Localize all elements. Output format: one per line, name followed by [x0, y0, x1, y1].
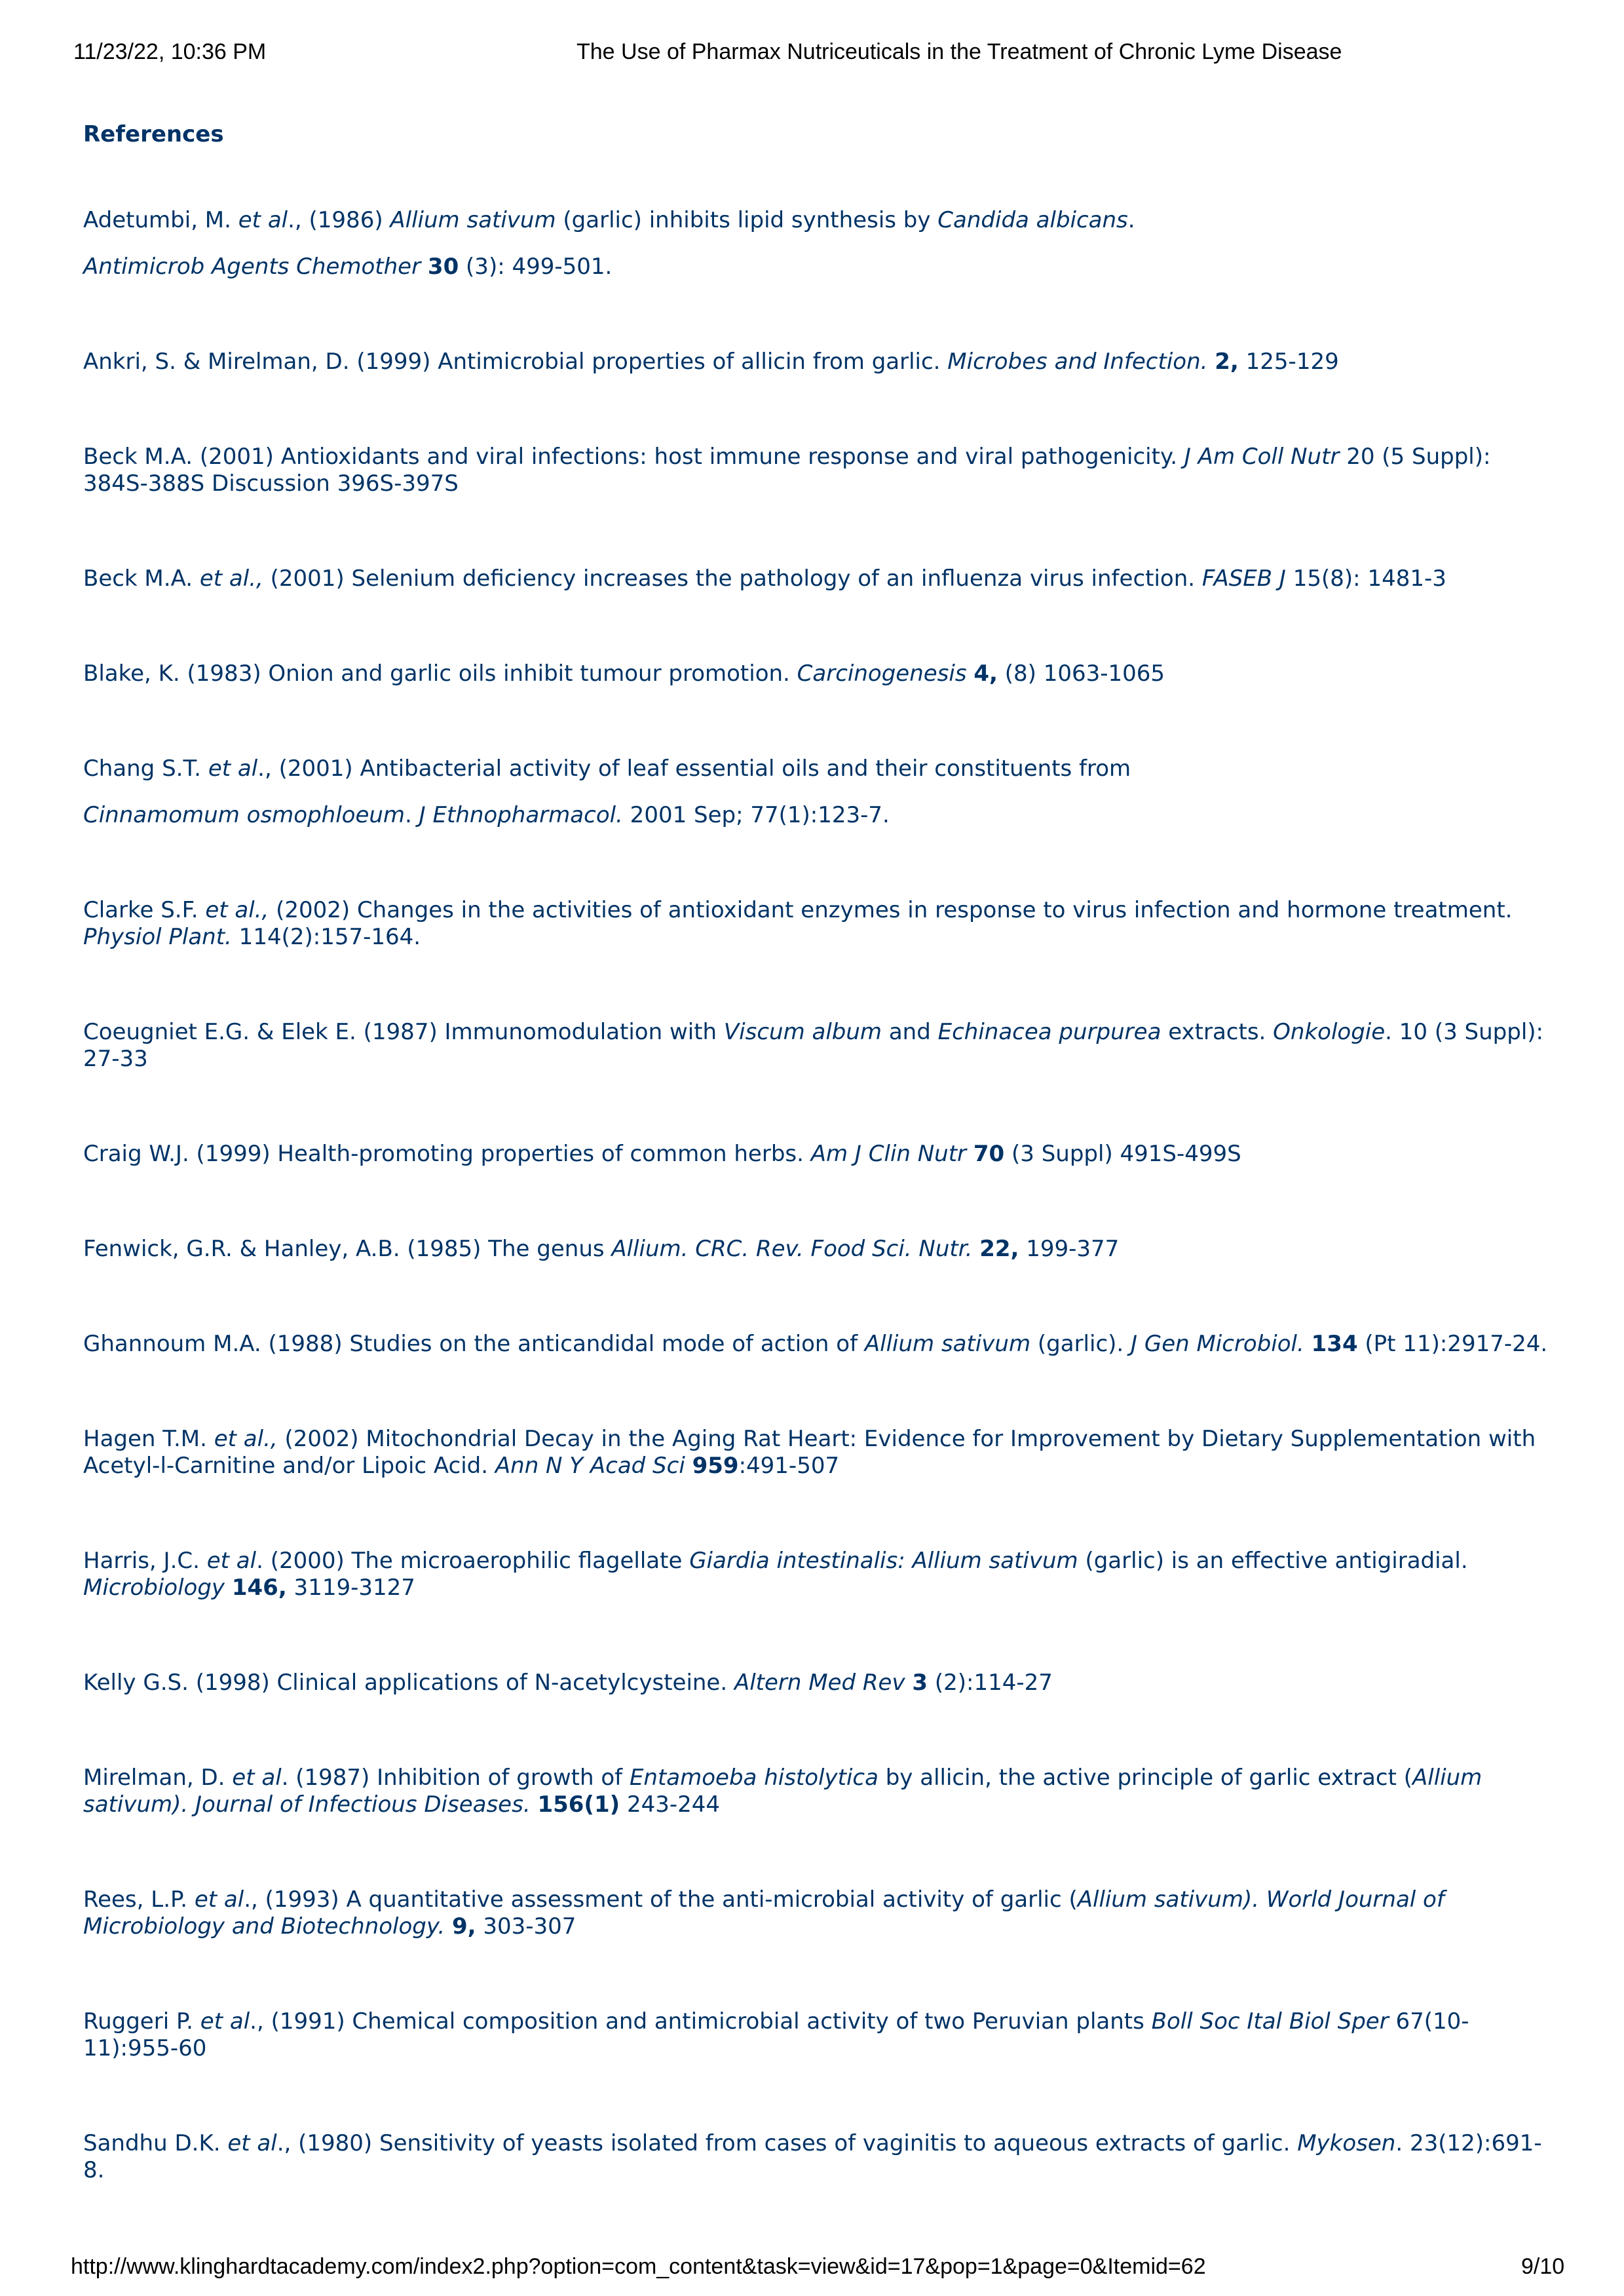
reference-text-run: Chang S.T. — [83, 756, 208, 782]
reference-bold-run: 70 — [973, 1141, 1005, 1167]
references-list — [83, 207, 1551, 2184]
reference-bold-run: 22, — [979, 1236, 1019, 1262]
reference-text-run: 15(8): 1481-3 — [1285, 565, 1446, 592]
reference-italic-run: Microbiology — [83, 1575, 225, 1601]
reference-italic-run: Carcinogenesis — [797, 660, 967, 687]
reference-text-run: (2002) Changes in the activities of antioxidant enzymes in response to virus infection and hormone treatment. — [269, 897, 1513, 923]
reference-text-run: 243-244 — [620, 1791, 721, 1818]
reference-text-run: Beck M.A. (2001) Antioxidants and viral infections: host immune response and viral pathogenicity. — [83, 444, 1184, 470]
reference-text-run: 303-307 — [476, 1913, 576, 1940]
reference-text-run: (Pt 11):2917-24. — [1357, 1331, 1548, 1357]
reference-text-run: . — [405, 802, 419, 828]
reference-text — [83, 756, 1551, 782]
reference-italic-run: et al — [238, 207, 288, 233]
reference-item — [83, 1765, 1551, 1818]
reference-item — [83, 756, 1551, 829]
reference-italic-run: et al — [227, 2130, 277, 2156]
reference-text-run: . (1987) Inhibition of growth of — [281, 1765, 630, 1791]
print-page-url[interactable]: http://www.klinghardtacademy.com/index2.php?option=com_content&task=view&id=17&pop=1&page=0&Itemid=62 — [71, 2254, 1206, 2279]
reference-item — [83, 444, 1551, 497]
reference-text — [83, 349, 1551, 375]
reference-text — [83, 1141, 1551, 1168]
reference-text-run — [967, 660, 974, 687]
reference-text-run — [1207, 349, 1215, 375]
print-page-title: The Use of Pharmax Nutriceuticals in the Treatment of Chronic Lyme Disease — [576, 39, 1342, 64]
reference-text-run: ., (1993) A quantitative assessment of the anti-microbial activity of garlic ( — [244, 1886, 1078, 1913]
reference-text-run: ., (1980) Sensitivity of yeasts isolated from cases of vaginitis to aqueous extracts of garlic. — [276, 2130, 1298, 2156]
reference-italic-run: et al., — [199, 565, 263, 592]
reference-item — [83, 1426, 1551, 1480]
reference-text-run — [225, 1575, 232, 1601]
reference-bold-run: 4, — [973, 660, 998, 687]
reference-item — [83, 349, 1551, 375]
reference-text-run: 67(10-11):955-60 — [83, 2008, 1469, 2061]
reference-text-run: Kelly G.S. (1998) Clinical applications of N-acetylcysteine. — [83, 1670, 734, 1696]
reference-item — [83, 2130, 1551, 2184]
reference-text-run: (2002) Mitochondrial Decay in the Aging Rat Heart: Evidence for Improvement by Dietary Supplementation with Acetyl-l-Carnitine and/or Lipoic Acid. — [83, 1426, 1536, 1479]
reference-text-run: Ghannoum M.A. (1988) Studies on the anticandidal mode of action of — [83, 1331, 865, 1357]
reference-text-run: Harris, J.C. — [83, 1548, 207, 1574]
print-header — [0, 39, 1624, 72]
reference-text-run: Mirelman, D. — [83, 1765, 233, 1791]
reference-italic-run: Microbes and Infection. — [947, 349, 1208, 375]
reference-item — [83, 1670, 1551, 1696]
reference-text — [83, 2008, 1551, 2062]
reference-text-run: Hagen T.M. — [83, 1426, 214, 1452]
article-content — [83, 121, 1551, 2252]
references-heading: References — [83, 121, 224, 147]
reference-text-run: (2):114-27 — [928, 1670, 1053, 1696]
reference-text-run — [685, 1453, 692, 1479]
reference-text — [83, 1886, 1551, 1940]
reference-text-run: 2001 Sep; 77(1):123-7. — [622, 802, 890, 828]
reference-italic-run: Mykosen — [1297, 2130, 1396, 2156]
reference-bold-run: 959 — [692, 1453, 739, 1479]
reference-text-run: Fenwick, G.R. & Hanley, A.B. (1985) The genus — [83, 1236, 612, 1262]
reference-italic-run: Cinnamomum osmophloeum — [83, 802, 406, 828]
reference-italic-run: Boll Soc Ital Biol Sper — [1151, 2008, 1389, 2035]
reference-bold-run: 134 — [1311, 1331, 1358, 1357]
reference-text-run: . (2000) The microaerophilic flagellate — [256, 1548, 690, 1574]
reference-text-run: Blake, K. (1983) Onion and garlic oils inhibit tumour promotion. — [83, 660, 797, 687]
reference-italic-run: Candida albicans — [937, 207, 1128, 233]
print-footer — [0, 2254, 1624, 2287]
reference-text-run: extracts. — [1161, 1019, 1274, 1045]
reference-italic-run: Viscum album — [723, 1019, 882, 1045]
reference-text-run: :491-507 — [738, 1453, 840, 1479]
reference-italic-run: Echinacea purpurea — [937, 1019, 1161, 1045]
reference-bold-run: 9, — [451, 1913, 476, 1940]
reference-italic-run: Altern Med Rev — [734, 1670, 905, 1696]
reference-bold-run: 3 — [912, 1670, 928, 1696]
reference-text — [83, 1331, 1551, 1358]
reference-text — [83, 565, 1551, 592]
reference-text-run: (garlic) is an effective antigiradial. — [1078, 1548, 1468, 1574]
reference-italic-run: J Ethnopharmacol. — [419, 802, 623, 828]
reference-bold-run: 146, — [231, 1575, 287, 1601]
reference-italic-run: Allium sativum). Journal of Infectious Diseases. — [83, 1765, 1482, 1818]
reference-text-run: (garlic). — [1030, 1331, 1131, 1357]
reference-text-run: ., (1991) Chemical composition and antimicrobial activity of two Peruvian plants — [250, 2008, 1152, 2035]
reference-item — [83, 897, 1551, 951]
reference-text-run: (2001) Selenium deficiency increases the pathology of an influenza virus infection. — [263, 565, 1202, 592]
reference-item — [83, 565, 1551, 592]
reference-text-run: 3119-3127 — [286, 1575, 415, 1601]
reference-italic-run: Antimicrob Agents Chemother — [83, 254, 421, 280]
reference-text-run — [531, 1791, 538, 1818]
reference-italic-run: Ann N Y Acad Sci — [495, 1453, 685, 1479]
reference-text-run — [972, 1236, 979, 1262]
reference-text — [83, 897, 1551, 951]
reference-text — [83, 444, 1551, 497]
reference-text — [83, 2130, 1551, 2184]
reference-italic-run: Allium sativum — [864, 1331, 1031, 1357]
reference-text-run: Coeugniet E.G. & Elek E. (1987) Immunomodulation with — [83, 1019, 724, 1045]
print-page-number: 9/10 — [1521, 2254, 1565, 2279]
reference-text-run: and — [882, 1019, 938, 1045]
reference-italic-run: et al — [232, 1765, 282, 1791]
reference-italic-run: Physiol Plant. — [83, 924, 232, 950]
reference-bold-run: 156(1) — [537, 1791, 620, 1818]
reference-text — [83, 207, 1551, 234]
reference-text-run: ., (1986) — [288, 207, 390, 233]
reference-text-run: . 10 (3 Suppl): 27-33 — [83, 1019, 1544, 1072]
reference-text-run: 125-129 — [1238, 349, 1339, 375]
reference-text — [83, 1019, 1551, 1073]
reference-italic-run: Entamoeba histolytica — [629, 1765, 878, 1791]
reference-italic-run: et al — [206, 1548, 257, 1574]
reference-text-run: ., (2001) Antibacterial activity of leaf essential oils and their constituents from — [257, 756, 1131, 782]
reference-bold-run: 30 — [427, 254, 459, 280]
reference-text-run: (3): 499-501. — [459, 254, 613, 280]
reference-item — [83, 1141, 1551, 1168]
reference-item — [83, 207, 1551, 280]
reference-text — [83, 1670, 1551, 1696]
reference-text-run: . 23(12):691-8. — [83, 2130, 1542, 2183]
reference-item — [83, 1548, 1551, 1601]
reference-text-run: 114(2):157-164. — [231, 924, 421, 950]
reference-text-run: (garlic) inhibits lipid synthesis by — [556, 207, 938, 233]
reference-text — [83, 1765, 1551, 1818]
reference-text-run — [1304, 1331, 1312, 1357]
reference-italic-run: FASEB J — [1201, 565, 1286, 592]
reference-italic-run: Giardia intestinalis: Allium sativum — [689, 1548, 1078, 1574]
reference-text-run — [905, 1670, 913, 1696]
reference-italic-run: Onkologie — [1273, 1019, 1386, 1045]
reference-text-run: Adetumbi, M. — [83, 207, 238, 233]
reference-item — [83, 660, 1551, 687]
reference-text-run: Craig W.J. (1999) Health-promoting properties of common herbs. — [83, 1141, 811, 1167]
reference-item — [83, 1886, 1551, 1940]
reference-text-run: by allicin, the active principle of garlic extract ( — [878, 1765, 1412, 1791]
reference-italic-run: et al — [194, 1886, 244, 1913]
reference-italic-run: et al., — [214, 1426, 278, 1452]
reference-text-run: (3 Suppl) 491S-499S — [1004, 1141, 1241, 1167]
reference-text — [83, 660, 1551, 687]
reference-text-run — [966, 1141, 973, 1167]
reference-text-run: Clarke S.F. — [83, 897, 206, 923]
reference-text-run — [445, 1913, 452, 1940]
reference-text — [83, 1548, 1551, 1601]
reference-item — [83, 1331, 1551, 1358]
reference-italic-run: et al., — [205, 897, 269, 923]
reference-text-run — [421, 254, 428, 280]
print-datetime: 11/23/22, 10:36 PM — [73, 39, 267, 64]
reference-text — [83, 254, 1551, 280]
reference-text-run: Ankri, S. & Mirelman, D. (1999) Antimicrobial properties of allicin from garlic. — [83, 349, 948, 375]
reference-text — [83, 1236, 1551, 1263]
reference-text-run: . — [1127, 207, 1135, 233]
reference-text-run: (8) 1063-1065 — [997, 660, 1165, 687]
reference-text — [83, 802, 1551, 829]
reference-text-run: 199-377 — [1019, 1236, 1120, 1262]
reference-italic-run: Am J Clin Nutr — [810, 1141, 967, 1167]
reference-text-run: Beck M.A. — [83, 565, 200, 592]
reference-text — [83, 1426, 1551, 1480]
reference-italic-run: J Gen Microbiol. — [1131, 1331, 1304, 1357]
reference-item — [83, 1019, 1551, 1073]
reference-italic-run: et al — [200, 2008, 250, 2035]
reference-text-run: Sandhu D.K. — [83, 2130, 228, 2156]
reference-italic-run: Allium. CRC. Rev. Food Sci. Nutr. — [611, 1236, 973, 1262]
reference-italic-run: et al — [208, 756, 258, 782]
reference-text-run: 20 (5 Suppl): 384S-388S Discussion 396S-397S — [83, 444, 1491, 497]
reference-italic-run: Allium sativum — [390, 207, 556, 233]
reference-item — [83, 2008, 1551, 2062]
reference-text-run: Rees, L.P. — [83, 1886, 195, 1913]
reference-item — [83, 1236, 1551, 1263]
reference-italic-run: Allium sativum). World Journal of Microbiology and Biotechnology. — [83, 1886, 1445, 1940]
reference-bold-run: 2, — [1215, 349, 1239, 375]
reference-italic-run: J Am Coll Nutr — [1184, 444, 1340, 470]
reference-text-run: Ruggeri P. — [83, 2008, 200, 2035]
